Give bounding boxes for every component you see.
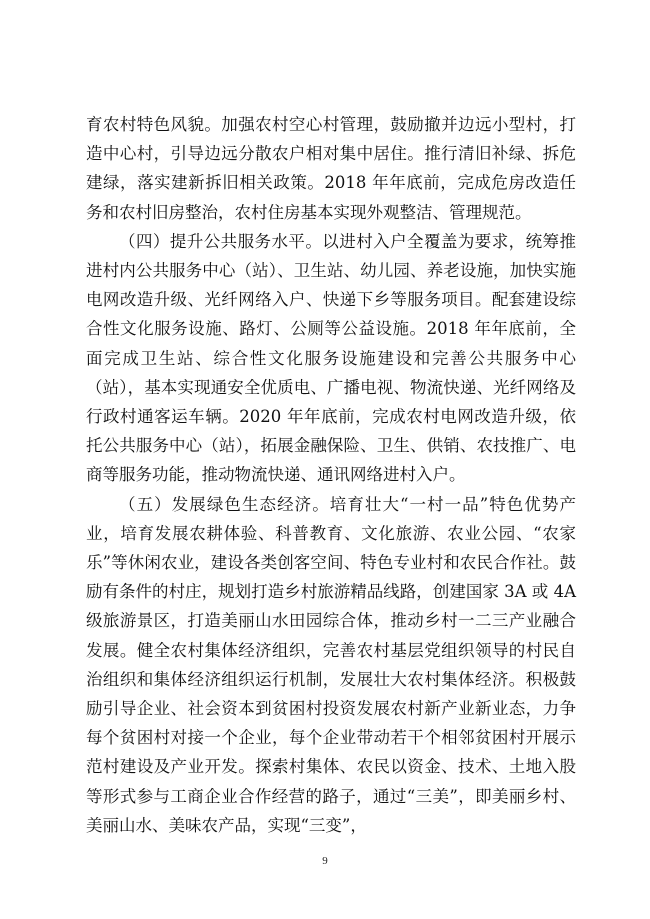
paragraph-section-5: （五）发展绿色生态经济。培育壮大“一村一品”特色优势产业，培育发展农耕体验、科普教育、文化旅游、农业公园、“农家乐”等休闲农业，建设各类创客空间、特色专业村和农民合作社。鼓励有条件的村庄，规划打造乡村旅游精品线路，创建国家 3A 或 4A 级旅游景区，打造美丽山水田园综合体，推动乡村一二三产业融合发展。健全农村集体经济组织，完善农村基层党组织领导的村民自治组织和集体经济组织运行机制，发展壮大农村集体经济。积极鼓励引导企业、社会资本到贫困村投资发展农村新产业新业态，力争每个贫困村对接一个企业，每个企业带动若干个相邻贫困村开展示范村建设及产业开发。探索村集体、农民以资金、技术、土地入股等形式参与工商企业合作经营的路子，通过“三美”，即美丽乡村、美丽山水、美味农产品，实现“三变”，	[86, 494, 576, 835]
paragraph-section-4: （四）提升公共服务水平。以进村入户全覆盖为要求，统筹推进村内公共服务中心（站）、卫生站、幼儿园、养老设施，加快实施电网改造升级、光纤网络入户、快递下乡等服务项目。配套建设综合性文化服务设施、路灯、公厕等公益设施。2018 年年底前，全面完成卫生站、综合性文化服务设施建设和完善公共服务中心（站），基本实现通安全优质电、广播电视、物流快递、光纤网络及行政村通客运车辆。2020 年年底前，完成农村电网改造升级，依托公共服务中心（站），拓展金融保险、卫生、供销、农技推广、电商等服务功能，推动物流快递、通讯网络进村入户。	[86, 231, 576, 485]
paragraph-continuation: 育农村特色风貌。加强农村空心村管理，鼓励撤并边远小型村，打造中心村，引导边远分散农户相对集中居住。推行清旧补绿、拆危建绿，落实建新拆旧相关政策。2018 年年底前，完成危房改造任务和农村旧房整治，农村住房基本实现外观整洁、管理规范。	[86, 115, 576, 222]
page-number: 9	[322, 855, 328, 867]
document-body	[86, 110, 576, 840]
